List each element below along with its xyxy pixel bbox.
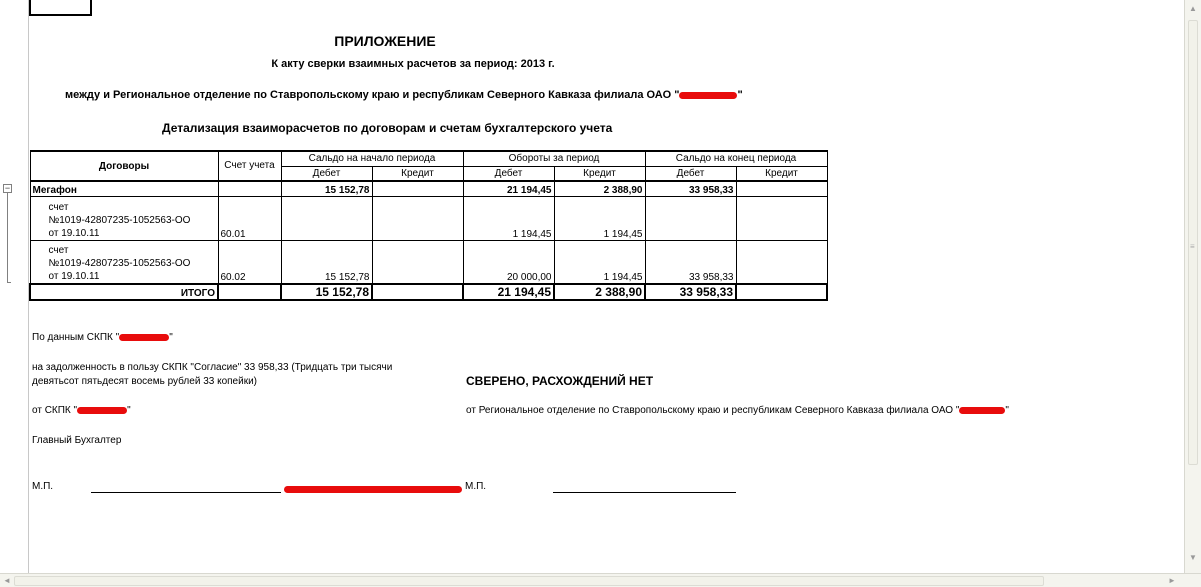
header-opening-balance: Сальдо на начало периода <box>281 151 463 166</box>
stamp-left: М.П. <box>32 481 54 492</box>
group-account <box>218 181 281 196</box>
per-data-suffix: " <box>169 332 173 343</box>
scroll-down-icon[interactable]: ▼ <box>1189 553 1197 562</box>
outline-gutter <box>0 0 29 573</box>
from-right-text: от Региональное отделение по Ставропольскому краю и республикам Северного Кавказа филиала ОАО " <box>466 405 960 416</box>
header-close-debit: Дебет <box>645 166 736 181</box>
table-row <box>30 196 827 240</box>
scroll-right-icon[interactable]: ► <box>1168 576 1176 585</box>
scroll-left-icon[interactable]: ◄ <box>3 576 11 585</box>
row-close-debit: 33 958,33 <box>645 240 736 284</box>
total-label: ИТОГО <box>30 284 218 300</box>
stamp-right: М.П. <box>465 481 487 492</box>
total-turn-credit: 2 388,90 <box>554 284 645 300</box>
from-left-line <box>32 405 131 416</box>
parties-suffix: " <box>737 89 743 101</box>
header-turn-debit: Дебет <box>463 166 554 181</box>
reconciliation-table <box>29 150 828 301</box>
collapse-group-icon[interactable]: − <box>4 183 11 193</box>
from-left-suffix: " <box>127 405 131 416</box>
header-closing-balance: Сальдо на конец периода <box>645 151 827 166</box>
redaction-mark <box>284 486 462 493</box>
row-turn-debit: 20 000,00 <box>463 240 554 284</box>
group-name: Мегафон <box>30 181 218 196</box>
invoice-number: №1019-42807235-1052563-ОО <box>48 258 191 269</box>
header-open-debit: Дебет <box>281 166 372 181</box>
group-close-credit <box>736 181 827 196</box>
group-row <box>30 181 827 196</box>
horizontal-scroll-thumb[interactable] <box>14 576 1044 586</box>
redaction-mark <box>119 334 169 341</box>
header-close-credit: Кредит <box>736 166 827 181</box>
invoice-number: №1019-42807235-1052563-ОО <box>48 214 191 226</box>
selected-cell[interactable] <box>29 0 92 16</box>
total-open-debit: 15 152,78 <box>281 284 372 300</box>
redaction-mark <box>77 407 127 414</box>
group-open-debit: 15 152,78 <box>281 181 372 196</box>
invoice-label: счет <box>48 245 69 256</box>
debt-line-2: девятьсот пятьдесят восемь рублей 33 копейки) <box>32 376 257 387</box>
invoice-description <box>30 240 218 284</box>
from-right-line <box>466 405 1009 416</box>
parties-text: между и Региональное отделение по Ставропольскому краю и республикам Северного Кавказа филиала ОАО " <box>65 89 680 101</box>
parties-line <box>65 89 743 101</box>
redaction-mark <box>679 92 737 99</box>
row-turn-debit: 1 194,45 <box>463 196 554 240</box>
row-open-credit <box>372 196 463 240</box>
row-account: 60.01 <box>218 196 281 240</box>
total-open-credit <box>372 284 463 300</box>
header-row-1 <box>30 151 827 166</box>
debt-line-1: на задолженность в пользу СКПК "Согласие" 33 958,33 (Тридцать три тысячи <box>32 362 393 373</box>
total-row <box>30 284 827 300</box>
per-data-text: По данным СКПК " <box>32 332 120 343</box>
per-data-line <box>32 332 173 343</box>
invoice-description <box>30 196 218 240</box>
from-right-suffix: " <box>1005 405 1009 416</box>
chief-accountant-label: Главный Бухгалтер <box>32 435 122 446</box>
table-row <box>30 240 827 284</box>
invoice-date: от 19.10.11 <box>48 271 100 282</box>
row-turn-credit: 1 194,45 <box>554 196 645 240</box>
total-close-debit: 33 958,33 <box>645 284 736 300</box>
header-turn-credit: Кредит <box>554 166 645 181</box>
invoice-label: счет <box>48 201 69 213</box>
from-left-text: от СКПК " <box>32 405 78 416</box>
scroll-up-icon[interactable]: ▲ <box>1189 4 1197 13</box>
verified-statement: СВЕРЕНО, РАСХОЖДЕНИЙ НЕТ <box>466 374 654 388</box>
vertical-scrollbar[interactable] <box>1184 0 1201 573</box>
grip-icon: ≡ <box>1190 242 1195 251</box>
total-close-credit <box>736 284 827 300</box>
row-open-credit <box>372 240 463 284</box>
redaction-mark <box>959 407 1005 414</box>
row-account: 60.02 <box>218 240 281 284</box>
group-open-credit <box>372 181 463 196</box>
detail-title: Детализация взаиморасчетов по договорам и счетам бухгалтерского учета <box>162 121 613 135</box>
signature-line-left <box>91 492 281 493</box>
header-open-credit: Кредит <box>372 166 463 181</box>
horizontal-scrollbar[interactable] <box>0 573 1201 587</box>
group-close-debit: 33 958,33 <box>645 181 736 196</box>
row-close-credit <box>736 196 827 240</box>
row-close-debit <box>645 196 736 240</box>
row-open-debit <box>281 196 372 240</box>
row-close-credit <box>736 240 827 284</box>
header-contracts: Договоры <box>30 151 218 181</box>
total-account <box>218 284 281 300</box>
total-turn-debit: 21 194,45 <box>463 284 554 300</box>
page-title: ПРИЛОЖЕНИЕ <box>334 33 436 49</box>
group-turn-credit: 2 388,90 <box>554 181 645 196</box>
row-open-debit: 15 152,78 <box>281 240 372 284</box>
invoice-date: от 19.10.11 <box>48 227 100 239</box>
signature-line-right <box>553 492 736 493</box>
header-turnover: Обороты за период <box>463 151 645 166</box>
redacted-signature <box>284 484 462 495</box>
row-turn-credit: 1 194,45 <box>554 240 645 284</box>
page-subtitle: К акту сверки взаимных расчетов за период: 2013 г. <box>271 58 555 70</box>
group-bracket <box>7 193 11 283</box>
header-account: Счет учета <box>218 151 281 181</box>
group-turn-debit: 21 194,45 <box>463 181 554 196</box>
